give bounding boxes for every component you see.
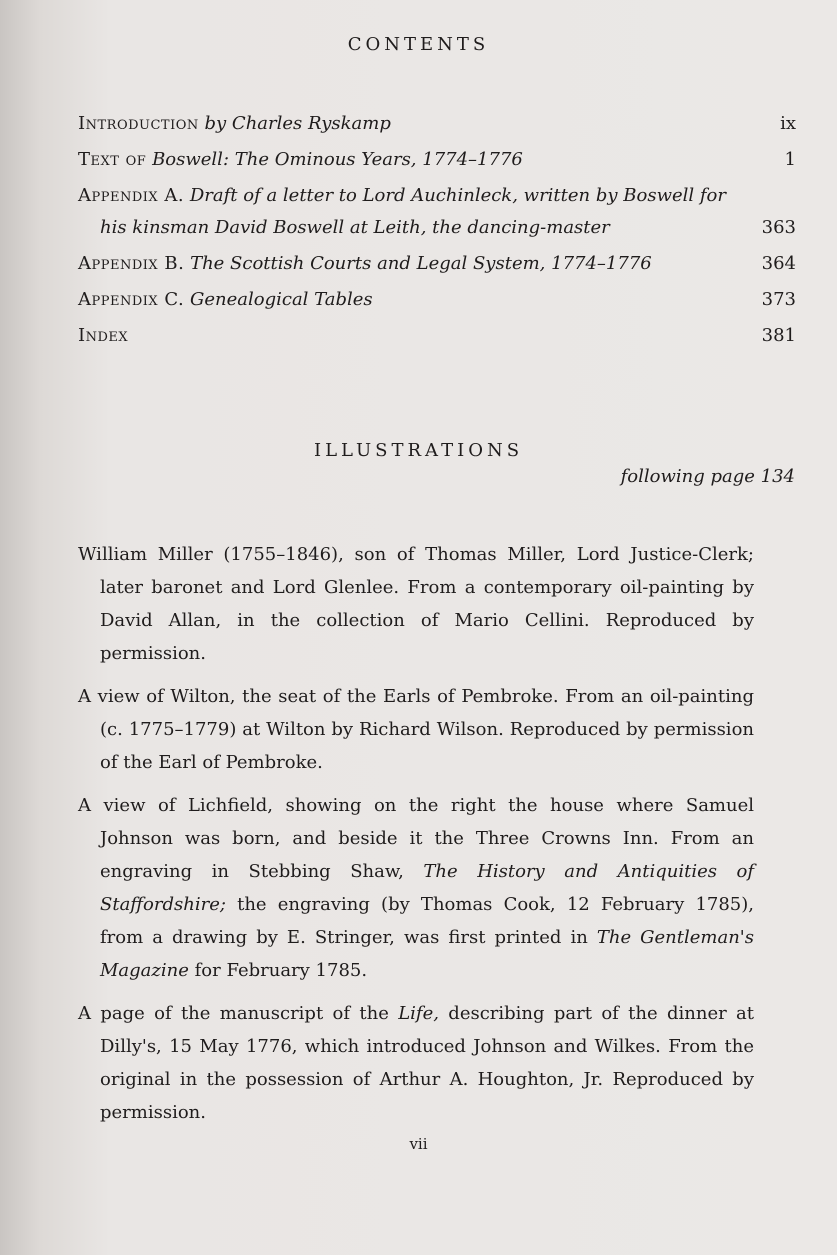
toc-entry-page: 1 [784,149,796,170]
illustration-caption [78,538,754,670]
caption-italic: The Gentleman's Magazine [100,927,754,981]
toc-entry [78,180,796,244]
caption-text: A view of Wilton, the seat of the Earls of Pembroke. From an oil-painting (c. 1775–1779) at Wilton by Richard Wilson. Reproduced by permission of the Earl of Pembroke. [78,686,754,773]
caption-italic: Life, [398,1003,439,1024]
illustration-caption [78,789,754,987]
toc-entry-kind: Text of [78,149,147,170]
toc-entry-kind: Appendix C. [78,289,185,310]
toc-entry-title: Boswell: The Ominous Years, 1774–1776 [152,149,523,170]
toc-entry-title: by Charles Ryskamp [204,113,391,134]
toc-entry-title-continued: his kinsman David Boswell at Leith, the dancing-master [100,217,610,238]
toc-entry-kind: Index [78,325,129,346]
toc-entry-title: Genealogical Tables [189,289,373,310]
illustration-caption [78,997,754,1129]
toc-entry [78,284,796,316]
toc-entry [78,144,796,176]
toc-entry [78,108,796,140]
page-number: vii [409,1135,428,1153]
toc-entry-page: ix [780,113,796,134]
contents-list [78,108,796,356]
toc-entry-kind: Introduction [78,113,199,134]
caption-text: the engraving (by Thomas Cook, 12 February 1785), from a drawing by E. Stringer, was first printed in [100,894,754,948]
caption-italic: The History and Antiquities of Staffordshire; [100,861,754,915]
toc-entry-page: 373 [761,289,796,310]
contents-heading: CONTENTS [347,34,490,55]
toc-entry-page: 381 [761,325,796,346]
following-page-note: following page 134 [620,466,795,487]
caption-text: A view of Lichfield, showing on the right the house where Samuel Johnson was born, and beside it the Three Crowns Inn. From an engraving in Stebbing Shaw, [78,795,754,882]
toc-entry-page: 363 [761,217,796,238]
toc-entry-title: The Scottish Courts and Legal System, 1774–1776 [190,253,652,274]
caption-text: describing part of the dinner at Dilly's, 15 May 1776, which introduced Johnson and Wilkes. From the original in the possession of Arthur A. Houghton, Jr. Reproduced by permission. [100,1003,755,1123]
caption-text: for February 1785. [188,960,368,981]
toc-entry [78,248,796,280]
toc-entry [78,320,796,352]
illustration-caption [78,680,754,779]
illustrations-list [78,538,754,1139]
illustrations-heading: ILLUSTRATIONS [313,440,524,461]
toc-entry-kind: Appendix B. [78,253,185,274]
toc-entry-kind: Appendix A. [78,185,185,206]
caption-text: A page of the manuscript of the [78,1003,399,1024]
toc-entry-page: 364 [761,253,796,274]
toc-entry-title: Draft of a letter to Lord Auchinleck, written by Boswell for [189,185,726,206]
caption-text: William Miller (1755–1846), son of Thomas Miller, Lord Justice-Clerk; later baronet and Lord Glenlee. From a contemporary oil-painting by David Allan, in the collection of Mario Cellini. Reproduced by permission. [78,544,754,664]
